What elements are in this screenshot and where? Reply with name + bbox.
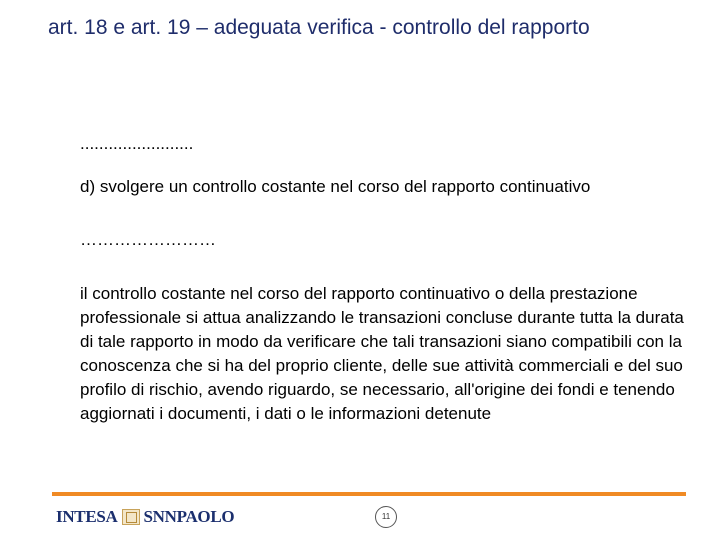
list-item-d: d) svolgere un controllo costante nel corso del rapporto continuativo <box>80 177 591 196</box>
logo-emblem-icon <box>122 509 140 525</box>
page-number: 11 <box>375 506 397 528</box>
ellipsis-placeholder-top: ........................ <box>80 134 194 153</box>
slide-title: art. 18 e art. 19 – adeguata verifica - controllo del rapporto <box>48 16 590 39</box>
ellipsis-placeholder-middle: …………………… <box>80 230 216 249</box>
logo-text-left: INTESA <box>56 507 118 526</box>
definition-paragraph: il controllo costante nel corso del rapporto continuativo o della prestazione professionale si attua analizzando le transazioni concluse durante tutta la durata di tale rapporto in modo da verificare che tali transazioni siano compatibili con la conoscenza che si ha del proprio cliente, delle sue attività commerciali e del suo profilo di rischio, avendo riguardo, se necessario, all'origine dei fondi e tenendo aggiornati i documenti, i dati o le informazioni detenute <box>80 284 684 423</box>
logo-text-right: SNNPAOLO <box>143 507 235 526</box>
intesa-sanpaolo-logo <box>56 505 234 529</box>
footer-divider <box>52 492 686 496</box>
